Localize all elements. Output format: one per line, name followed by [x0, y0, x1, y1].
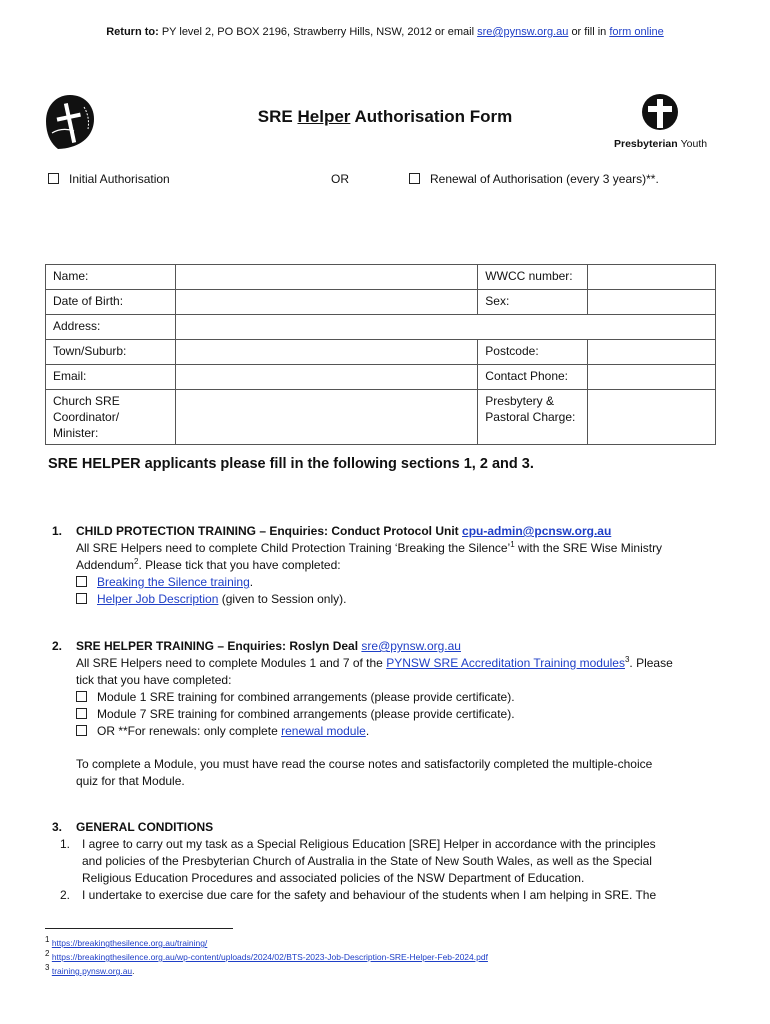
section-number: 1. [52, 524, 63, 538]
section-heading: CHILD PROTECTION TRAINING – Enquiries: Conduct Protocol Unit [76, 524, 459, 538]
return-label: Return to: [106, 26, 159, 38]
job-description-option[interactable]: Helper Job Description (given to Session only). [52, 591, 722, 608]
module7-option[interactable]: Module 7 SRE training for combined arrangements (please provide certificate). [52, 706, 722, 723]
phone-label: Contact Phone: [478, 365, 588, 390]
name-field[interactable] [175, 265, 477, 290]
breaking-silence-link[interactable]: Breaking the Silence training [97, 575, 250, 589]
address-field[interactable] [175, 315, 715, 340]
section-number: 2. [52, 639, 63, 653]
footnote-1-link[interactable]: https://breakingthesilence.org.au/training/ [51, 938, 208, 948]
town-label: Town/Suburb: [46, 340, 176, 365]
email-field[interactable] [175, 365, 477, 390]
table-row [46, 315, 716, 340]
module1-checkbox[interactable] [76, 691, 87, 702]
job-description-checkbox[interactable] [76, 593, 87, 604]
cpu-email-link[interactable]: cpu-admin@pcnsw.org.au [462, 524, 612, 538]
condition-item: 2. I undertake to exercise due care for the safety and behaviour of the students when I am helping in SRE. The [60, 888, 657, 902]
form-title: SRE Helper Authorisation Form [257, 107, 513, 126]
section-child-protection: 1. CHILD PROTECTION TRAINING – Enquiries: Conduct Protocol Unit cpu-admin@pcnsw.org.au All SRE Helpers need to complete Child Protection Training ‘Breaking the Silence’$^1$ with the SRE Wise Ministry Addendum$^2$. Please tick that you have completed: Breaking the Silence training. Helper Job Description (given to Session only). [52, 523, 722, 608]
wwcc-field[interactable] [588, 265, 716, 290]
return-address: PY level 2, PO BOX 2196, Strawberry Hills, NSW, 2012 or email [161, 26, 475, 38]
instructions-heading: SRE HELPER applicants please fill in the following sections 1, 2 and 3. [48, 456, 534, 472]
wwcc-label: WWCC number: [478, 265, 588, 290]
section-number: 3. [52, 820, 63, 834]
postcode-field[interactable] [588, 340, 716, 365]
accreditation-modules-link[interactable]: PYNSW SRE Accreditation Training modules [386, 656, 625, 670]
address-label: Address: [46, 315, 176, 340]
sex-field[interactable] [588, 290, 716, 315]
town-field[interactable] [175, 340, 477, 365]
py-name-bold: Presbyterian [614, 138, 678, 150]
church-coordinator-label: Church SRE Coordinator/ Minister: [46, 390, 176, 445]
presbytery-field[interactable] [588, 390, 716, 445]
section-general-conditions: 3. GENERAL CONDITIONS 1. I agree to carry out my task as a Special Religious Education [SRE] Helper in accordance with the principles and policies of the Presbyterian Church of Australia in the State of New South Wales, as well as the Special Religious Education Procedures and associated policies of the NSW Department of Education. 2. I undertake to exercise due care for the safety and behaviour of the students when I am helping in SRE. The [52, 819, 722, 904]
py-cross-icon [612, 93, 708, 135]
initial-authorisation-option[interactable]: Initial Authorisation [48, 172, 170, 186]
footnotes [45, 936, 488, 978]
dob-label: Date of Birth: [46, 290, 176, 315]
form-online-link[interactable]: form online [609, 26, 664, 38]
py-name-light: Youth [680, 138, 708, 150]
breaking-silence-checkbox[interactable] [76, 576, 87, 587]
module7-checkbox[interactable] [76, 708, 87, 719]
footnote-2: $^2$ https://breakingthesilence.org.au/wp-content/uploads/2024/02/BTS-2023-Job-Description-SRE-Helper-Feb-2024.pdf [45, 949, 488, 962]
job-description-link[interactable]: Helper Job Description [97, 592, 219, 606]
sex-label: Sex: [478, 290, 588, 315]
table-row [46, 390, 716, 445]
section-sre-helper-training: 2. SRE HELPER TRAINING – Enquiries: Roslyn Deal sre@pynsw.org.au All SRE Helpers need to complete Modules 1 and 7 of the PYNSW SRE Accreditation Training modules$^3$. Please tick that you have completed: Module 1 SRE training for combined arrangements (please provide certificate). Module 7 SRE training for combined arrangements (please provide certificate). OR **For renewals: only complete renewal module. To complete a Module, you must have read the course notes and satisfactorily completed the multiple-choice quiz for that Module. [52, 638, 722, 790]
presbytery-label: Presbytery & Pastoral Charge: [478, 390, 588, 445]
breaking-silence-option[interactable]: Breaking the Silence training. [52, 574, 722, 591]
footnote-1: $^1$ https://breakingthesilence.org.au/training/ [45, 935, 208, 948]
name-label: Name: [46, 265, 176, 290]
footnote-2-link[interactable]: https://breakingthesilence.org.au/wp-content/uploads/2024/02/BTS-2023-Job-Description-SRE-Helper-Feb-2024.pdf [51, 952, 488, 962]
renewal-authorisation-option[interactable]: Renewal of Authorisation (every 3 years)**. [409, 172, 659, 186]
email-label: Email: [46, 365, 176, 390]
footnote-divider [45, 928, 233, 929]
return-address-line [0, 26, 770, 38]
sre-email-link[interactable]: sre@pynsw.org.au [361, 639, 461, 653]
or-label: OR [331, 172, 349, 186]
footnote-3-link[interactable]: training.pynsw.org.au [51, 966, 133, 976]
church-coordinator-field[interactable] [175, 390, 477, 445]
section-heading: GENERAL CONDITIONS [76, 820, 214, 834]
initial-authorisation-checkbox[interactable] [48, 173, 59, 184]
presbyterian-youth-logo [612, 93, 708, 150]
renewal-module-checkbox[interactable] [76, 725, 87, 736]
renewal-module-option[interactable]: OR **For renewals: only complete renewal module. [52, 723, 722, 740]
table-row [46, 365, 716, 390]
table-row [46, 265, 716, 290]
section-heading: SRE HELPER TRAINING – Enquiries: Roslyn Deal [76, 639, 359, 653]
postcode-label: Postcode: [478, 340, 588, 365]
footnote-3: $^3$ training.pynsw.org.au. [45, 963, 135, 976]
table-row [46, 340, 716, 365]
renewal-authorisation-checkbox[interactable] [409, 173, 420, 184]
fill-in-text: or fill in [571, 26, 607, 38]
return-email-link[interactable]: sre@pynsw.org.au [477, 26, 569, 38]
module1-option[interactable]: Module 1 SRE training for combined arrangements (please provide certificate). [52, 689, 722, 706]
applicant-details-table [45, 264, 716, 445]
table-row [46, 290, 716, 315]
title-helper: Helper [297, 107, 351, 126]
phone-field[interactable] [588, 365, 716, 390]
renewal-module-link[interactable]: renewal module [281, 724, 366, 738]
dob-field[interactable] [175, 290, 477, 315]
condition-item: 1. I agree to carry out my task as a Special Religious Education [SRE] Helper in accordance with the principles [60, 837, 656, 851]
